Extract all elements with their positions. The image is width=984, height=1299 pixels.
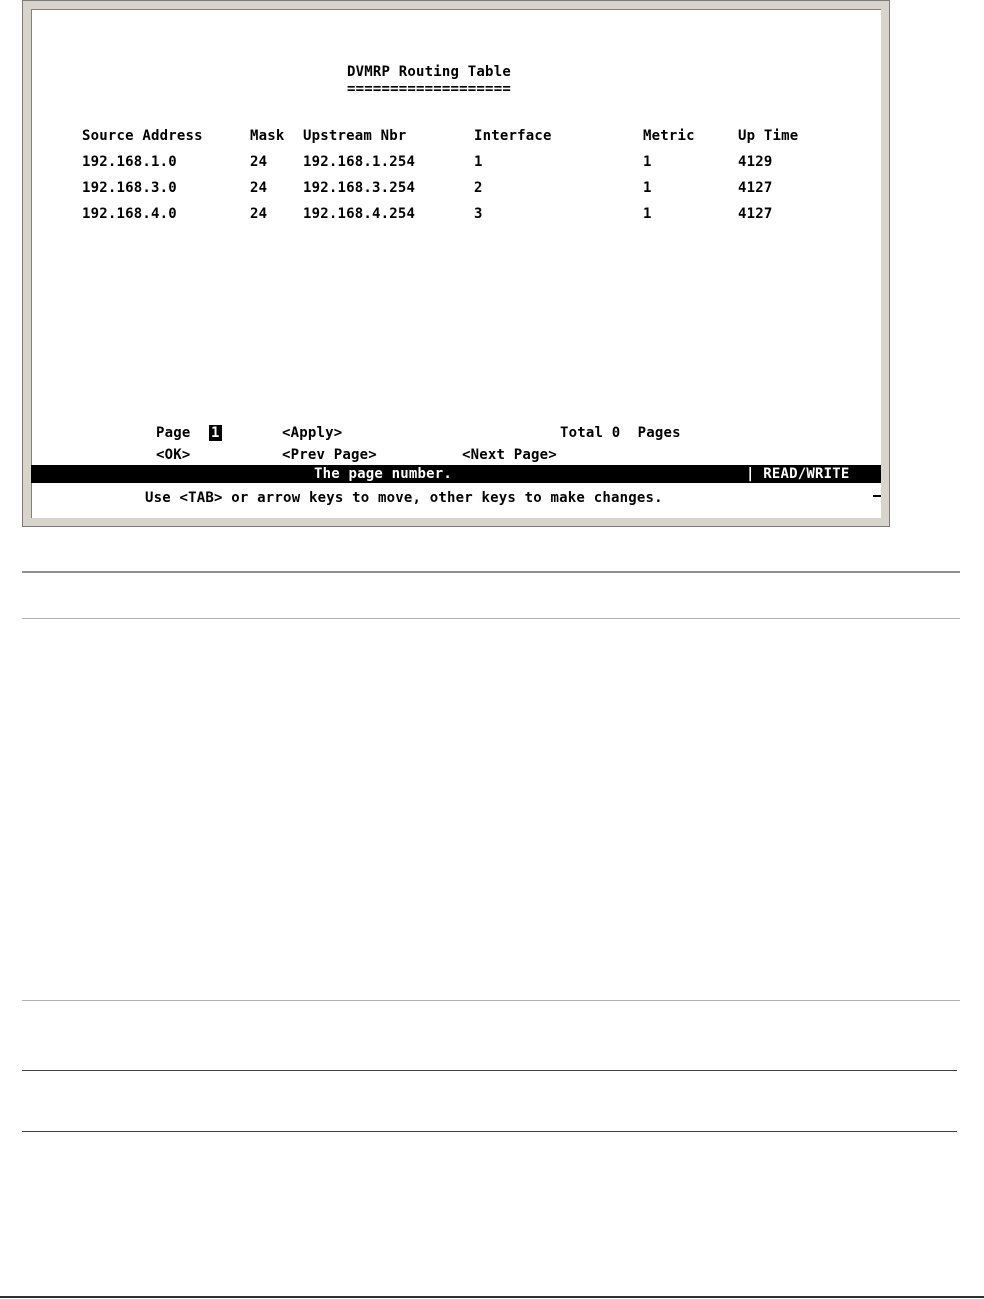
page-number-field[interactable]: 1 [211, 425, 220, 441]
cell-mask: 24 [250, 154, 268, 170]
text-cursor [873, 495, 881, 497]
table-rule [22, 1070, 957, 1071]
table-rule [22, 1131, 957, 1132]
status-message: The page number. [314, 466, 453, 482]
total-pages: Total 0 Pages [560, 425, 681, 441]
cell-up-time: 4127 [738, 180, 773, 196]
cell-metric: 1 [643, 206, 652, 222]
prev-page-button[interactable]: <Prev Page> [282, 447, 377, 463]
cell-interface: 3 [474, 206, 483, 222]
cell-up-time: 4127 [738, 206, 773, 222]
title-underline: =================== [347, 81, 511, 97]
ok-button[interactable]: <OK> [156, 447, 191, 463]
cell-up-time: 4129 [738, 154, 773, 170]
col-interface: Interface [474, 128, 552, 144]
col-up-time: Up Time [738, 128, 799, 144]
cell-metric: 1 [643, 180, 652, 196]
cell-upstream-nbr: 192.168.4.254 [303, 206, 416, 222]
cell-metric: 1 [643, 154, 652, 170]
col-source-address: Source Address [82, 128, 203, 144]
footer-rule [0, 1296, 984, 1298]
cell-mask: 24 [250, 180, 268, 196]
apply-button[interactable]: <Apply> [282, 425, 343, 441]
cell-interface: 1 [474, 154, 483, 170]
cell-upstream-nbr: 192.168.3.254 [303, 180, 416, 196]
table-rule [22, 571, 960, 573]
cell-interface: 2 [474, 180, 483, 196]
terminal-screen [31, 9, 881, 518]
status-bar [31, 465, 881, 483]
cell-source-address: 192.168.3.0 [82, 180, 177, 196]
cell-source-address: 192.168.1.0 [82, 154, 177, 170]
col-mask: Mask [250, 128, 285, 144]
cell-upstream-nbr: 192.168.1.254 [303, 154, 416, 170]
col-upstream-nbr: Upstream Nbr [303, 128, 407, 144]
terminal-window [22, 0, 890, 527]
cell-mask: 24 [250, 206, 268, 222]
col-metric: Metric [643, 128, 695, 144]
help-text: Use <TAB> or arrow keys to move, other keys to make changes. [145, 490, 663, 506]
next-page-button[interactable]: <Next Page> [462, 447, 557, 463]
cell-source-address: 192.168.4.0 [82, 206, 177, 222]
page-label: Page [156, 425, 191, 441]
table-rule [22, 618, 960, 619]
screen-title: DVMRP Routing Table [347, 64, 511, 80]
table-rule [22, 1000, 960, 1001]
access-mode: | READ/WRITE [746, 466, 850, 482]
